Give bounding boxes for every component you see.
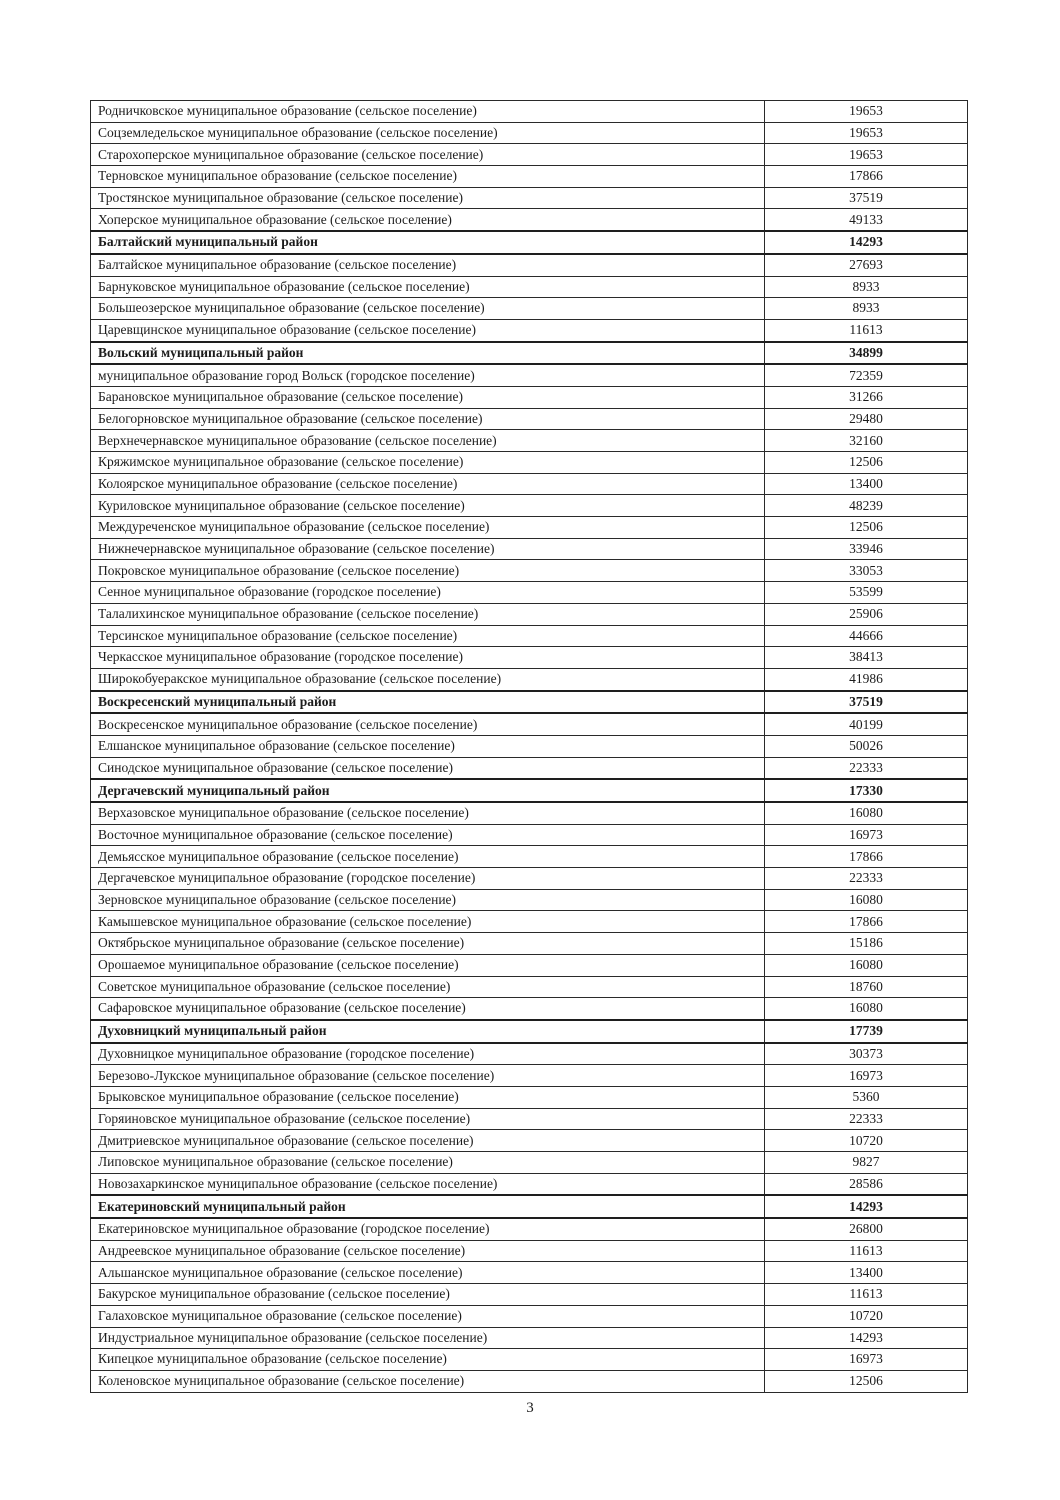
municipalities-table-body — [91, 101, 968, 1393]
municipality-row — [91, 319, 968, 341]
municipality-name-cell: Белогорновское муниципальное образование (сельское поселение) — [91, 408, 765, 430]
amount-cell: 72359 — [765, 364, 968, 386]
municipality-row — [91, 933, 968, 955]
municipality-name-cell: Горяиновское муниципальное образование (сельское поселение) — [91, 1108, 765, 1130]
municipality-row — [91, 582, 968, 604]
municipality-row — [91, 846, 968, 868]
amount-cell: 8933 — [765, 276, 968, 298]
amount-cell: 11613 — [765, 1240, 968, 1262]
municipality-row — [91, 1173, 968, 1195]
municipality-name-cell: Дергачевское муниципальное образование (городское поселение) — [91, 868, 765, 890]
municipality-row — [91, 1349, 968, 1371]
municipality-name-cell: Индустриальное муниципальное образование (сельское поселение) — [91, 1327, 765, 1349]
amount-cell: 25906 — [765, 603, 968, 625]
municipality-name-cell: Междуреченское муниципальное образование (сельское поселение) — [91, 517, 765, 539]
municipality-row — [91, 998, 968, 1020]
municipality-name-cell: Екатериновское муниципальное образование (городское поселение) — [91, 1218, 765, 1240]
municipality-name-cell: Кряжимское муниципальное образование (сельское поселение) — [91, 452, 765, 474]
municipality-name-cell: Орошаемое муниципальное образование (сельское поселение) — [91, 954, 765, 976]
municipality-name-cell: Родничковское муниципальное образование (сельское поселение) — [91, 101, 765, 123]
municipality-name-cell: Старохоперское муниципальное образование (сельское поселение) — [91, 144, 765, 166]
municipality-name-cell: Синодское муниципальное образование (сельское поселение) — [91, 757, 765, 779]
amount-cell: 19653 — [765, 144, 968, 166]
amount-cell: 28586 — [765, 1173, 968, 1195]
district-total-row — [91, 231, 968, 254]
amount-cell: 12506 — [765, 1370, 968, 1392]
municipality-name-cell: Камышевское муниципальное образование (сельское поселение) — [91, 911, 765, 933]
amount-cell: 17866 — [765, 166, 968, 188]
municipality-row — [91, 1284, 968, 1306]
municipality-name-cell: Сенное муниципальное образование (городское поселение) — [91, 582, 765, 604]
amount-cell: 33946 — [765, 538, 968, 560]
municipalities-table — [90, 100, 968, 1393]
municipality-name-cell: Дергачевский муниципальный район — [91, 779, 765, 802]
municipality-row — [91, 1108, 968, 1130]
municipality-name-cell: Верхазовское муниципальное образование (сельское поселение) — [91, 802, 765, 824]
municipality-row — [91, 668, 968, 690]
amount-cell: 16973 — [765, 824, 968, 846]
municipality-name-cell: Большеозерское муниципальное образование (сельское поселение) — [91, 298, 765, 320]
municipality-name-cell: Брыковское муниципальное образование (сельское поселение) — [91, 1086, 765, 1108]
page-number: 3 — [526, 1400, 534, 1416]
amount-cell: 53599 — [765, 582, 968, 604]
amount-cell: 41986 — [765, 668, 968, 690]
municipality-name-cell: Терновское муниципальное образование (сельское поселение) — [91, 166, 765, 188]
amount-cell: 38413 — [765, 647, 968, 669]
municipality-row — [91, 1043, 968, 1065]
amount-cell: 18760 — [765, 976, 968, 998]
municipality-row — [91, 209, 968, 231]
municipality-row — [91, 1152, 968, 1174]
municipality-row — [91, 386, 968, 408]
municipality-name-cell: Балтайское муниципальное образование (сельское поселение) — [91, 254, 765, 276]
amount-cell: 8933 — [765, 298, 968, 320]
municipality-name-cell: Хоперское муниципальное образование (сельское поселение) — [91, 209, 765, 231]
municipality-row — [91, 560, 968, 582]
amount-cell: 19653 — [765, 101, 968, 123]
amount-cell: 16080 — [765, 802, 968, 824]
municipality-row — [91, 276, 968, 298]
amount-cell: 34899 — [765, 342, 968, 365]
municipality-row — [91, 954, 968, 976]
amount-cell: 12506 — [765, 517, 968, 539]
amount-cell: 48239 — [765, 495, 968, 517]
municipality-name-cell: Дмитриевское муниципальное образование (сельское поселение) — [91, 1130, 765, 1152]
municipality-row — [91, 452, 968, 474]
amount-cell: 31266 — [765, 386, 968, 408]
municipality-name-cell: Воскресенское муниципальное образование (сельское поселение) — [91, 713, 765, 735]
amount-cell: 17330 — [765, 779, 968, 802]
amount-cell: 44666 — [765, 625, 968, 647]
district-total-row — [91, 691, 968, 714]
district-total-row — [91, 342, 968, 365]
municipality-name-cell: Сафаровское муниципальное образование (сельское поселение) — [91, 998, 765, 1020]
municipality-row — [91, 1370, 968, 1392]
amount-cell: 40199 — [765, 713, 968, 735]
amount-cell: 10720 — [765, 1305, 968, 1327]
municipality-name-cell: Верхнечернавское муниципальное образование (сельское поселение) — [91, 430, 765, 452]
municipality-row — [91, 647, 968, 669]
amount-cell: 29480 — [765, 408, 968, 430]
municipality-name-cell: Широкобуеракское муниципальное образование (сельское поселение) — [91, 668, 765, 690]
municipality-name-cell: Октябрьское муниципальное образование (сельское поселение) — [91, 933, 765, 955]
amount-cell: 37519 — [765, 187, 968, 209]
municipality-name-cell: Екатериновский муниципальный район — [91, 1195, 765, 1218]
municipality-row — [91, 254, 968, 276]
amount-cell: 37519 — [765, 691, 968, 714]
municipality-row — [91, 101, 968, 123]
municipality-name-cell: Тростянское муниципальное образование (сельское поселение) — [91, 187, 765, 209]
amount-cell: 15186 — [765, 933, 968, 955]
municipality-row — [91, 735, 968, 757]
amount-cell: 26800 — [765, 1218, 968, 1240]
amount-cell: 17866 — [765, 911, 968, 933]
amount-cell: 22333 — [765, 1108, 968, 1130]
municipality-row — [91, 122, 968, 144]
municipality-row — [91, 824, 968, 846]
municipality-name-cell: Березово-Лукское муниципальное образование (сельское поселение) — [91, 1065, 765, 1087]
municipality-row — [91, 144, 968, 166]
municipality-name-cell: Покровское муниципальное образование (сельское поселение) — [91, 560, 765, 582]
municipality-name-cell: Духовницкий муниципальный район — [91, 1020, 765, 1043]
district-total-row — [91, 1195, 968, 1218]
municipality-row — [91, 625, 968, 647]
municipality-name-cell: Вольский муниципальный район — [91, 342, 765, 365]
amount-cell: 30373 — [765, 1043, 968, 1065]
municipality-name-cell: Колоярское муниципальное образование (сельское поселение) — [91, 473, 765, 495]
amount-cell: 5360 — [765, 1086, 968, 1108]
municipality-row — [91, 538, 968, 560]
municipality-name-cell: Воскресенский муниципальный район — [91, 691, 765, 714]
amount-cell: 16080 — [765, 954, 968, 976]
amount-cell: 27693 — [765, 254, 968, 276]
municipality-row — [91, 868, 968, 890]
amount-cell: 17739 — [765, 1020, 968, 1043]
municipality-row — [91, 1327, 968, 1349]
municipality-row — [91, 802, 968, 824]
municipality-row — [91, 603, 968, 625]
municipality-name-cell: Липовское муниципальное образование (сельское поселение) — [91, 1152, 765, 1174]
municipality-name-cell: Коленовское муниципальное образование (сельское поселение) — [91, 1370, 765, 1392]
municipality-name-cell: Нижнечернавское муниципальное образование (сельское поселение) — [91, 538, 765, 560]
municipality-row — [91, 1305, 968, 1327]
municipality-name-cell: Демьясское муниципальное образование (сельское поселение) — [91, 846, 765, 868]
amount-cell: 32160 — [765, 430, 968, 452]
amount-cell: 16080 — [765, 998, 968, 1020]
amount-cell: 22333 — [765, 757, 968, 779]
municipality-name-cell: Царевщинское муниципальное образование (сельское поселение) — [91, 319, 765, 341]
municipality-name-cell: Терсинское муниципальное образование (сельское поселение) — [91, 625, 765, 647]
amount-cell: 13400 — [765, 473, 968, 495]
amount-cell: 14293 — [765, 231, 968, 254]
municipality-row — [91, 430, 968, 452]
amount-cell: 19653 — [765, 122, 968, 144]
municipality-row — [91, 1240, 968, 1262]
municipality-row — [91, 713, 968, 735]
amount-cell: 10720 — [765, 1130, 968, 1152]
municipality-name-cell: Советское муниципальное образование (сельское поселение) — [91, 976, 765, 998]
amount-cell: 9827 — [765, 1152, 968, 1174]
amount-cell: 22333 — [765, 868, 968, 890]
amount-cell: 16973 — [765, 1065, 968, 1087]
municipality-name-cell: Талалихинское муниципальное образование (сельское поселение) — [91, 603, 765, 625]
municipality-row — [91, 1065, 968, 1087]
municipality-row — [91, 364, 968, 386]
amount-cell: 16080 — [765, 889, 968, 911]
municipality-row — [91, 408, 968, 430]
amount-cell: 16973 — [765, 1349, 968, 1371]
municipality-row — [91, 1130, 968, 1152]
amount-cell: 11613 — [765, 319, 968, 341]
municipality-row — [91, 1218, 968, 1240]
municipality-name-cell: Барановское муниципальное образование (сельское поселение) — [91, 386, 765, 408]
municipality-row — [91, 911, 968, 933]
municipality-row — [91, 976, 968, 998]
municipality-row — [91, 473, 968, 495]
amount-cell: 49133 — [765, 209, 968, 231]
municipality-name-cell: Зерновское муниципальное образование (сельское поселение) — [91, 889, 765, 911]
municipality-name-cell: Новозахаркинское муниципальное образование (сельское поселение) — [91, 1173, 765, 1195]
municipality-name-cell: Восточное муниципальное образование (сельское поселение) — [91, 824, 765, 846]
municipality-row — [91, 517, 968, 539]
municipality-row — [91, 757, 968, 779]
municipality-name-cell: Соцземледельское муниципальное образование (сельское поселение) — [91, 122, 765, 144]
amount-cell: 12506 — [765, 452, 968, 474]
amount-cell: 50026 — [765, 735, 968, 757]
amount-cell: 14293 — [765, 1327, 968, 1349]
municipality-name-cell: муниципальное образование город Вольск (городское поселение) — [91, 364, 765, 386]
municipality-name-cell: Елшанское муниципальное образование (сельское поселение) — [91, 735, 765, 757]
municipality-row — [91, 298, 968, 320]
district-total-row — [91, 779, 968, 802]
amount-cell: 14293 — [765, 1195, 968, 1218]
municipality-row — [91, 187, 968, 209]
municipality-row — [91, 889, 968, 911]
municipality-name-cell: Духовницкое муниципальное образование (городское поселение) — [91, 1043, 765, 1065]
municipality-name-cell: Галаховское муниципальное образование (сельское поселение) — [91, 1305, 765, 1327]
municipality-name-cell: Кипецкое муниципальное образование (сельское поселение) — [91, 1349, 765, 1371]
municipality-name-cell: Бакурское муниципальное образование (сельское поселение) — [91, 1284, 765, 1306]
municipality-name-cell: Балтайский муниципальный район — [91, 231, 765, 254]
municipality-name-cell: Куриловское муниципальное образование (сельское поселение) — [91, 495, 765, 517]
district-total-row — [91, 1020, 968, 1043]
municipality-name-cell: Черкасское муниципальное образование (городское поселение) — [91, 647, 765, 669]
municipality-row — [91, 1086, 968, 1108]
municipality-name-cell: Барнуковское муниципальное образование (сельское поселение) — [91, 276, 765, 298]
municipality-name-cell: Альшанское муниципальное образование (сельское поселение) — [91, 1262, 765, 1284]
amount-cell: 11613 — [765, 1284, 968, 1306]
amount-cell: 13400 — [765, 1262, 968, 1284]
municipality-row — [91, 1262, 968, 1284]
amount-cell: 17866 — [765, 846, 968, 868]
municipality-row — [91, 166, 968, 188]
municipality-name-cell: Андреевское муниципальное образование (сельское поселение) — [91, 1240, 765, 1262]
municipality-row — [91, 495, 968, 517]
amount-cell: 33053 — [765, 560, 968, 582]
